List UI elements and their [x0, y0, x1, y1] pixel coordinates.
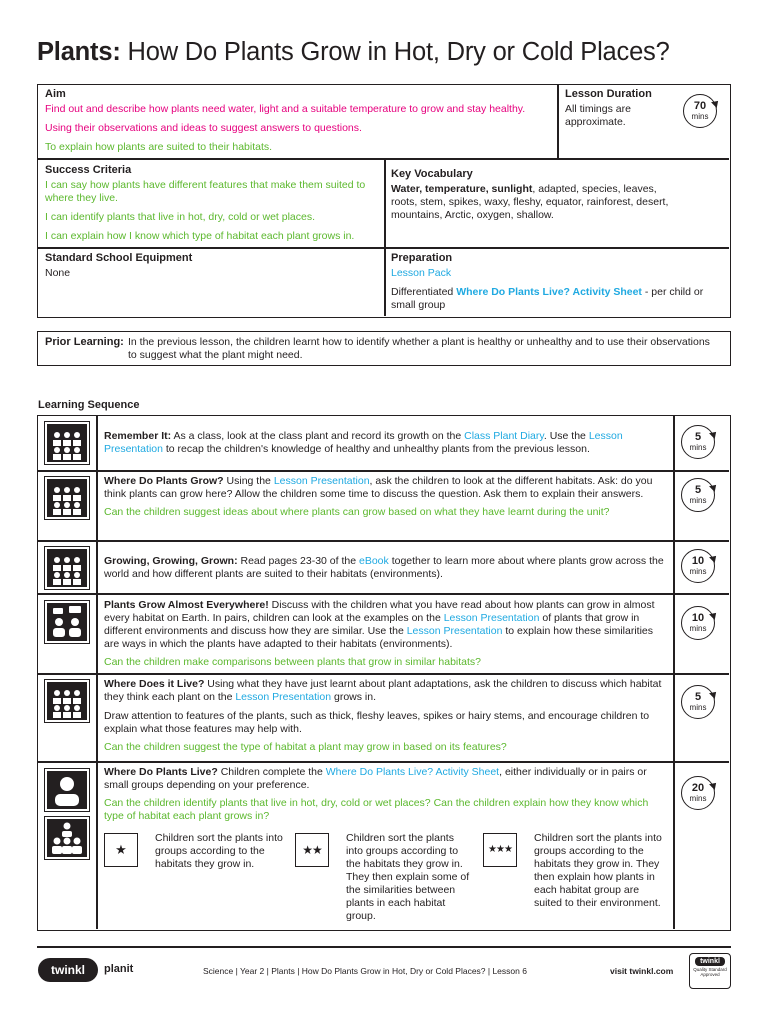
assessment-question: Can the children suggest the type of habitat a plant may grow in based on its features?: [104, 741, 507, 753]
equipment-heading: Standard School Equipment: [45, 252, 193, 264]
step-remember-it: Remember It: As a class, look at the class plant and record its growth on the Class Plant Diary. Use the Lesson Presentation to recap the children's knowledge of healthy and unhealthy plants from the previous lesson.: [104, 430, 623, 455]
footer-divider: [37, 946, 731, 948]
lesson-presentation-link[interactable]: Lesson Presentation: [273, 475, 370, 487]
one-star-icon: ★: [104, 833, 138, 867]
vocabulary-heading: Key Vocabulary: [391, 168, 473, 180]
footer-breadcrumb: Science | Year 2 | Plants | How Do Plants Grow in Hot, Dry or Cold Places? | Lesson 6: [203, 966, 527, 976]
visit-twinkl-link[interactable]: visit twinkl.com: [610, 966, 674, 976]
step-where-do-plants-grow: Where Do Plants Grow? Using the Lesson Presentation, ask the children to look at the different habitats. Ask: do you think plants can grow here? Allow the children some time to discuss the question. Ask them to explain their answers. Can the children suggest ideas about where plants can grow based on what they have learnt during the unit?: [104, 475, 670, 519]
duration-text: All timings are approximate.: [565, 103, 631, 128]
badge-logo: twinkl: [695, 957, 725, 966]
timer-icon: 10 mins: [681, 606, 715, 640]
preparation-heading: Preparation: [391, 252, 453, 264]
timer-icon: 20 mins: [681, 776, 715, 810]
whole-class-icon: [44, 476, 90, 520]
ebook-link[interactable]: eBook: [359, 555, 389, 567]
preparation-section: [391, 252, 721, 312]
activity-sheet-link[interactable]: Where Do Plants Live? Activity Sheet: [325, 766, 500, 778]
badge-text: Quality Standard Approved: [693, 967, 727, 977]
prior-learning-text: In the previous lesson, the children learnt how to identify whether a plant is healthy or unhealthy and to use their observations to suggest what the plant might need.: [128, 336, 710, 361]
pair-discussion-icon: [44, 600, 90, 644]
activity-sheet-link[interactable]: Where Do Plants Live? Activity Sheet: [456, 286, 642, 298]
lesson-presentation-link[interactable]: Lesson Presentation: [104, 430, 623, 455]
whole-class-icon: [44, 546, 90, 590]
prior-learning-box: [37, 331, 731, 366]
learning-sequence-table: [37, 415, 731, 931]
planit-logo: planit: [104, 963, 134, 975]
individual-icon: [44, 768, 90, 812]
success-line: I can say how plants have different features that make them suited to where they live.: [45, 179, 366, 204]
success-heading: Success Criteria: [45, 164, 132, 176]
aim-line: To explain how plants are suited to their habitats.: [45, 141, 273, 153]
duration-section: [565, 88, 655, 129]
vocabulary-text: Water, temperature, sunlight, adapted, species, leaves, roots, stem, spikes, waxy, fleshy, equator, rainforest, desert, mountains, Arctic, oxygen, shallow.: [391, 183, 669, 221]
differentiation-text: Children sort the plants into groups according to the habitats they grow in.: [155, 832, 283, 870]
step-paragraph: Draw attention to features of the plants, such as thick, fleshy leaves, spikes or hairy stems, and encourage children to explain what those features may help with.: [104, 710, 650, 735]
lesson-pack-link[interactable]: Lesson Pack: [391, 267, 452, 279]
aim-line: Using their observations and ideas to suggest answers to questions.: [45, 122, 362, 134]
aim-section: [45, 88, 550, 160]
assessment-question: Can the children identify plants that live in hot, dry, cold or wet places? Can the children explain how they know which type of habitat each plant grows in?: [104, 797, 649, 822]
twinkl-logo: twinkl: [38, 958, 98, 982]
assessment-question: Can the children suggest ideas about where plants can grow based on what they have learnt during the unit?: [104, 506, 610, 518]
duration-value: 70: [693, 100, 707, 112]
learning-sequence-heading: Learning Sequence: [38, 399, 140, 411]
differentiation-text: Children sort the plants into groups according to the habitats they grow in. They then explain some of the similarities between plants in each habitat group.: [346, 832, 470, 922]
step-where-does-it-live: Where Does it Live? Using what they have just learnt about plant adaptations, ask the children to discuss which habitat they think each plant on the Lesson Presentation grows in. Draw attention to features of the plants, such as thick, fleshy leaves, spikes or hairy stems, and encourage children to explain what those features may help with. Can the children suggest the type of habitat a plant may grow in based on its features?: [104, 678, 670, 754]
vocabulary-section: [391, 168, 671, 222]
three-star-icon: ★★★: [483, 833, 517, 867]
class-plant-diary-link[interactable]: Class Plant Diary: [464, 430, 544, 442]
whole-class-icon: [44, 679, 90, 723]
timer-icon: 10 mins: [681, 549, 715, 583]
quality-badge: [689, 953, 731, 989]
timer-icon: 5 mins: [681, 425, 715, 459]
page-title: Plants: How Do Plants Grow in Hot, Dry or Cold Places?: [37, 38, 670, 66]
lesson-presentation-link[interactable]: Lesson Presentation: [443, 612, 540, 624]
duration-unit: mins: [691, 112, 709, 121]
equipment-section: [45, 252, 375, 280]
success-line: I can identify plants that live in hot, dry, cold or wet places.: [45, 211, 316, 223]
timer-icon: 5 mins: [681, 478, 715, 512]
differentiation-text: Children sort the plants into groups according to the habitats they grow in. They then explain how plants in each habitat group are suited to their environment.: [534, 832, 662, 909]
prior-learning-label: Prior Learning:: [45, 336, 124, 348]
step-growing-growing-grown: Growing, Growing, Grown: Read pages 23-30 of the eBook together to learn more about where plants grow across the world and how different plants are suited to their habitats (environments).: [104, 555, 664, 580]
aim-line: Find out and describe how plants need water, light and a suitable temperature to grow and stay healthy.: [45, 103, 526, 115]
equipment-text: None: [45, 267, 71, 279]
aim-heading: Aim: [45, 88, 66, 100]
duration-heading: Lesson Duration: [565, 88, 652, 100]
whole-class-icon: [44, 421, 90, 465]
lesson-presentation-link[interactable]: Lesson Presentation: [406, 625, 503, 637]
timer-icon: 5 mins: [681, 685, 715, 719]
step-where-do-plants-live: Where Do Plants Live? Children complete the Where Do Plants Live? Activity Sheet, either individually or in pairs or small groups depending on your preference. Can the children identify plants that live in hot, dry, cold or wet places? Can the children explain how they know which type of habitat each plant grows in?: [104, 766, 670, 823]
duration-clock-icon: [683, 94, 717, 128]
assessment-question: Can the children make comparisons between plants that grow in similar habitats?: [104, 656, 482, 668]
two-star-icon: ★★: [295, 833, 329, 867]
preparation-text: Differentiated Where Do Plants Live? Activity Sheet - per child or small group: [391, 286, 704, 311]
success-line: I can explain how I know which type of habitat each plant grows in.: [45, 230, 355, 242]
planning-table: [37, 84, 731, 318]
success-section: [45, 164, 375, 249]
lesson-presentation-link[interactable]: Lesson Presentation: [235, 691, 332, 703]
step-plants-grow-almost-everywhere: Plants Grow Almost Everywhere! Discuss with the children what you have read about how plants can grow in almost every habitat on Earth. In pairs, children can look at the examples on the Lesson Presentation of plants that grow in different environments and discuss how they are similar. Use the Lesson Presentation to explain how these similarities are ways in which the plants have adapted to their habitats (environments). Can the children make comparisons between plants that grow in similar habitats?: [104, 599, 670, 669]
group-icon: [44, 816, 90, 860]
